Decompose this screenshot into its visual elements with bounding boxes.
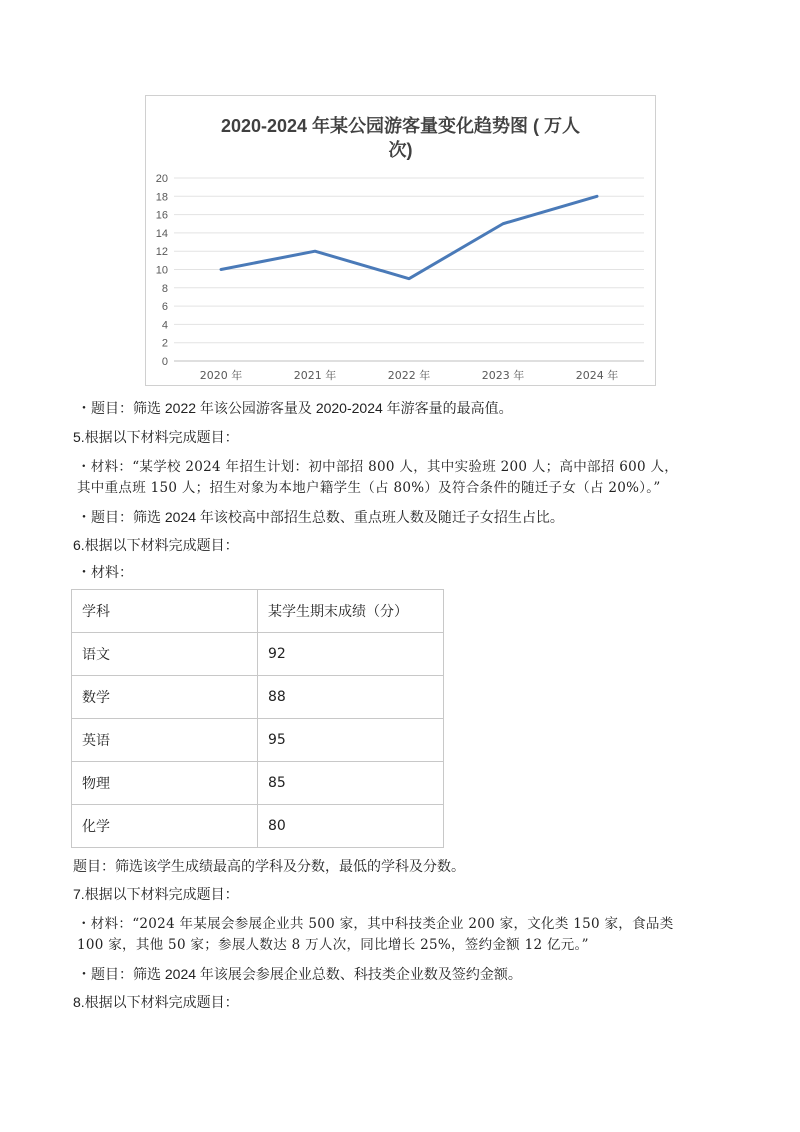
x-tick-label: 2023 年 [481, 369, 525, 382]
q6-heading: 6.根据以下材料完成题目： [73, 537, 239, 553]
q7-task: ・题目：筛选 2024 年该展会参展企业总数、科技类企业数及签约金额。 [77, 966, 522, 982]
table-cell-subject: 语文 [72, 633, 258, 676]
q8-heading: 8.根据以下材料完成题目： [73, 994, 239, 1010]
table-row [72, 805, 444, 848]
q5-material-line-2: 其中重点班 150 人；招生对象为本地户籍学生（占 80%）及符合条件的随迁子女（占 20%）。” [77, 480, 661, 496]
table-cell-subject: 英语 [72, 719, 258, 762]
table-header-subject: 学科 [72, 590, 258, 633]
table-header-row [72, 590, 444, 633]
table-cell-score: 85 [258, 762, 444, 805]
y-tick-label: 2 [161, 337, 168, 350]
table-row [72, 633, 444, 676]
table-header-score: 某学生期末成绩（分） [258, 590, 444, 633]
q7-material-line-1: ・材料：“2024 年某展会参展企业共 500 家，其中科技类企业 200 家，文化类 150 家，食品类 [77, 916, 674, 932]
chart-plot-area [146, 96, 657, 387]
table-row [72, 719, 444, 762]
table-cell-score: 92 [258, 633, 444, 676]
data-point [503, 223, 504, 224]
table-cell-subject: 物理 [72, 762, 258, 805]
score-table [71, 589, 444, 848]
q6-task: 题目：筛选该学生成绩最高的学科及分数，最低的学科及分数。 [73, 858, 465, 874]
y-tick-label: 12 [155, 246, 168, 259]
series-line [221, 196, 597, 278]
y-tick-label: 18 [155, 191, 168, 204]
q5-task: ・题目：筛选 2024 年该校高中部招生总数、重点班人数及随迁子女招生占比。 [77, 509, 564, 525]
q7-heading: 7.根据以下材料完成题目： [73, 886, 239, 902]
y-tick-label: 8 [161, 282, 168, 295]
x-tick-label: 2022 年 [387, 369, 431, 382]
table-cell-score: 95 [258, 719, 444, 762]
table-cell-score: 80 [258, 805, 444, 848]
data-point [315, 251, 316, 252]
table-row [72, 762, 444, 805]
line-chart [145, 95, 656, 386]
y-tick-label: 16 [155, 209, 168, 222]
y-tick-label: 10 [155, 264, 168, 277]
data-point [221, 269, 222, 270]
y-tick-label: 20 [155, 173, 168, 185]
q5-material-line-1: ・材料：“某学校 2024 年招生计划：初中部招 800 人，其中实验班 200 人；高中部招 600 人， [77, 459, 679, 475]
y-tick-label: 14 [155, 227, 168, 240]
chart-title-line-2: 次) [388, 140, 413, 160]
q4-task: ・题目：筛选 2022 年该公园游客量及 2020-2024 年游客量的最高值。 [77, 400, 513, 416]
table-cell-score: 88 [258, 676, 444, 719]
q6-material-label: ・材料： [77, 564, 133, 580]
x-tick-label: 2020 年 [199, 369, 243, 382]
x-tick-label: 2021 年 [293, 369, 337, 382]
table-cell-subject: 化学 [72, 805, 258, 848]
table-row [72, 676, 444, 719]
data-point [409, 278, 410, 279]
y-tick-label: 6 [161, 301, 168, 314]
q7-material-line-2: 100 家，其他 50 家；参展人数达 8 万人次，同比增长 25%，签约金额 12 亿元。” [77, 937, 589, 953]
q5-heading: 5.根据以下材料完成题目： [73, 429, 239, 445]
data-point [597, 196, 598, 197]
y-tick-label: 4 [161, 319, 168, 332]
table-cell-subject: 数学 [72, 676, 258, 719]
x-tick-label: 2024 年 [575, 369, 619, 382]
y-tick-label: 0 [161, 356, 168, 368]
chart-title-line-1: 2020-2024 年某公园游客量变化趋势图 ( 万人 [220, 116, 581, 136]
